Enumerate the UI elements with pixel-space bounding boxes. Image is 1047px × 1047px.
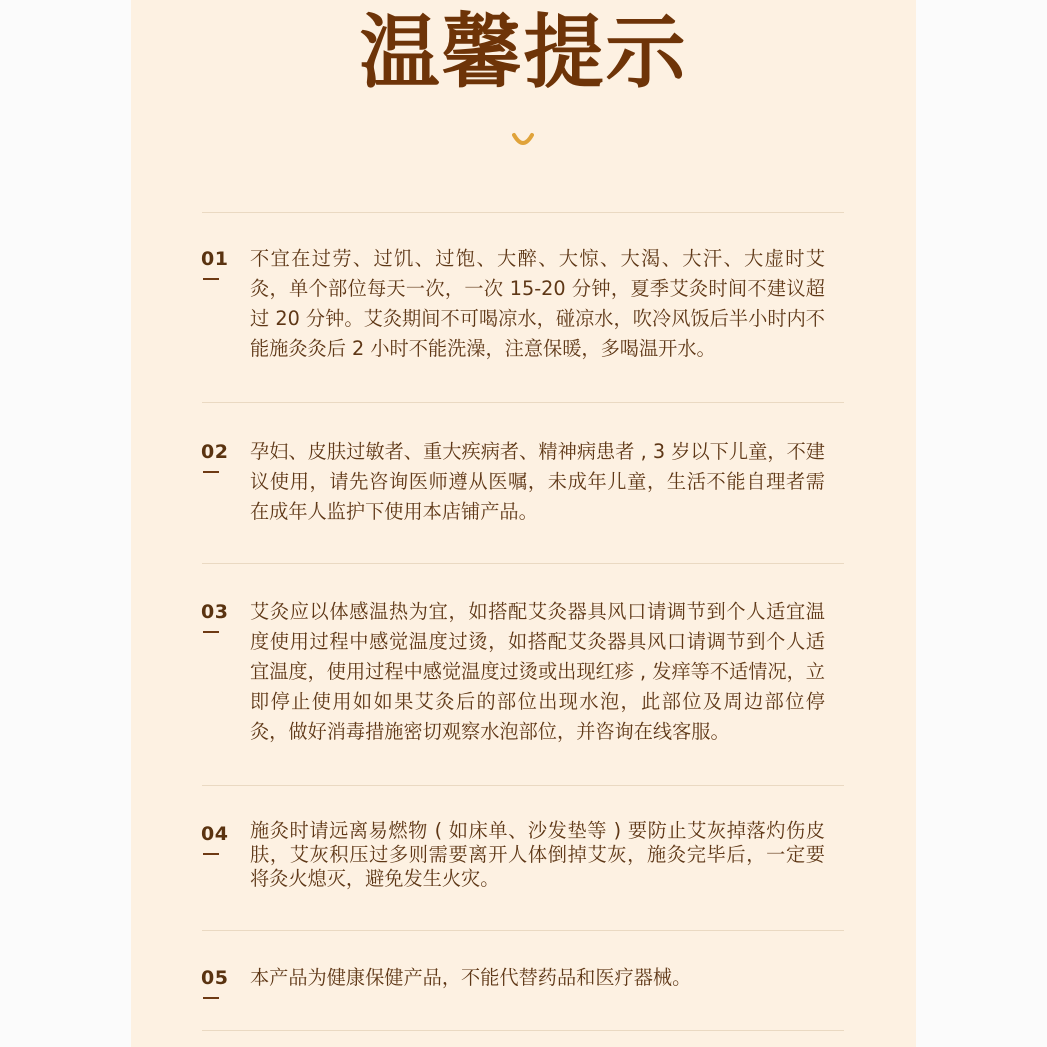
tip-text: 不宜在过劳、过饥、过饱、大醉、大惊、大渴、大汗、大虚时艾灸，单个部位每天一次，一次 15-20 分钟，夏季艾灸时间不建议超过 20 分钟。艾灸期间不可喝凉水，碰凉水，吹冷风饭后半小时内不能施灸灸后 2 小时不能洗澡，注意保暖，多喝温开水。 <box>250 247 825 360</box>
divider <box>202 785 844 786</box>
tip-number: 02 <box>201 441 229 463</box>
number-underline <box>203 997 219 999</box>
tip-number: 04 <box>201 823 229 845</box>
number-underline <box>203 631 219 633</box>
tip-text: 孕妇、皮肤过敏者、重大疾病者、精神病患者 , 3 岁以下儿童，不建议使用，请先咨询医师遵从医嘱，未成年儿童，生活不能自理者需在成年人监护下使用本店铺产品。 <box>250 440 825 523</box>
divider <box>202 212 844 213</box>
tip-text: 施灸时请远离易燃物 ( 如床单、沙发垫等 ) 要防止艾灰掉落灼伤皮肤，艾灰积压过多则需要离开人体倒掉艾灰，施灸完毕后，一定要将灸火熄灭，避免发生火灾。 <box>250 819 825 890</box>
tip-number: 05 <box>201 967 229 989</box>
divider <box>202 563 844 564</box>
tip-text: 本产品为健康保健产品，不能代替药品和医疗器械。 <box>250 966 692 989</box>
tip-number: 03 <box>201 601 229 623</box>
divider <box>202 1030 844 1031</box>
number-underline <box>203 278 219 280</box>
smile-ornament-icon <box>512 129 534 149</box>
divider <box>202 402 844 403</box>
tip-text: 艾灸应以体感温热为宜，如搭配艾灸器具风口请调节到个人适宜温度使用过程中感觉温度过烫，如搭配艾灸器具风口请调节到个人适宜温度，使用过程中感觉温度过烫或出现红疹 , 发痒等不适情况，立即停止使用如如果艾灸后的部位出现水泡，此部位及周边部位停灸，做好消毒措施密切观察水泡部位，并咨询在线客服。 <box>250 600 825 743</box>
divider <box>202 930 844 931</box>
tips-panel <box>131 0 916 1047</box>
number-underline <box>203 471 219 473</box>
page-title: 温馨提示 <box>359 5 688 99</box>
tip-number: 01 <box>201 248 229 270</box>
number-underline <box>203 853 219 855</box>
